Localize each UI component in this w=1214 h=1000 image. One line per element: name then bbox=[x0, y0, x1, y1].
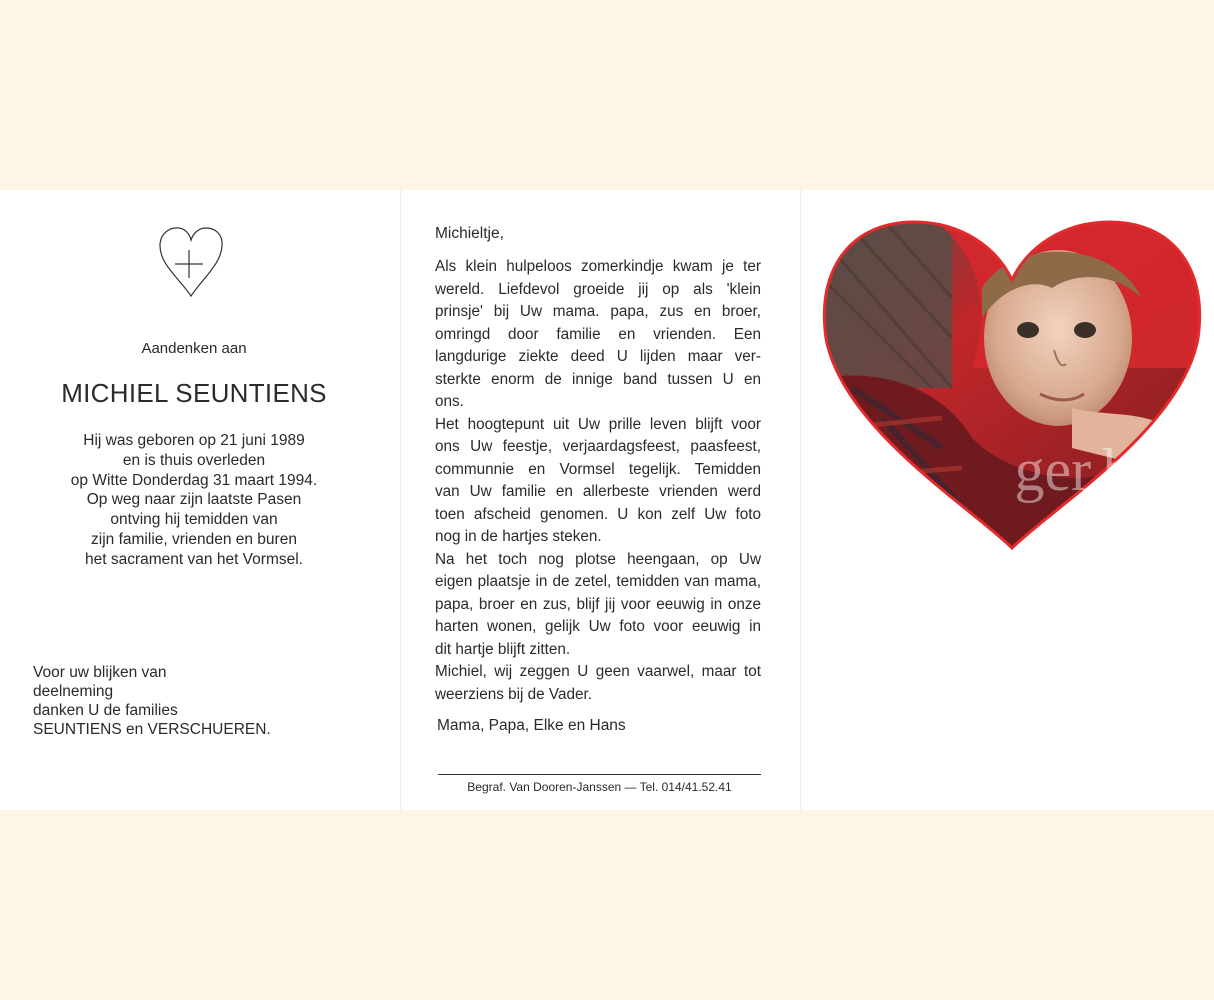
divider bbox=[438, 774, 761, 775]
heart-with-cross-icon bbox=[157, 226, 225, 298]
thanks-line: danken U de families bbox=[33, 702, 178, 719]
letter-line: wereld. Liefdevol groeide jij op als 'klein bbox=[435, 280, 761, 298]
letter-line: ons. bbox=[435, 393, 464, 410]
letter-line: eigen plaatsje in de zetel, temidden van mama, bbox=[435, 573, 761, 590]
letter-line: langdurige ziekte deed U lijden maar ver- bbox=[435, 348, 761, 365]
middle-panel bbox=[400, 190, 800, 810]
right-panel bbox=[800, 190, 1214, 810]
bio-line: Hij was geboren op 21 juni 1989 bbox=[83, 432, 305, 449]
letter-line: Na het toch nog plotse heengaan, op Uw bbox=[435, 550, 761, 568]
letter-line: prinsje' bij Uw mama. papa, zus en broer, bbox=[435, 303, 761, 320]
deceased-name: MICHIEL SEUNTIENS bbox=[61, 378, 327, 408]
letter-line: toen afscheid genomen. U kon zelf Uw foto bbox=[435, 505, 761, 523]
salutation: Michieltje, bbox=[435, 225, 504, 242]
letter-line: papa, broer en zus, blijf jij voor eeuwig in onze bbox=[435, 595, 761, 613]
letter-line: Het hoogtepunt uit Uw prille leven blijft voor bbox=[435, 415, 761, 433]
letter-line: van Uw familie en allerbeste vrienden werd bbox=[435, 483, 761, 500]
bio-line: het sacrament van het Vormsel. bbox=[85, 550, 303, 568]
letter-line: sterkte enorm de innige band tussen U en bbox=[435, 370, 761, 388]
memorial-card bbox=[0, 190, 1214, 810]
letter-line: Als klein hulpeloos zomerkindje kwam je ter bbox=[435, 258, 761, 275]
bio-line: zijn familie, vrienden en buren bbox=[91, 530, 297, 548]
letter-line: weerziens bij de Vader. bbox=[435, 685, 593, 703]
in-memory-of: Aandenken aan bbox=[141, 340, 247, 357]
biography bbox=[0, 431, 388, 570]
signoff: Mama, Papa, Elke en Hans bbox=[437, 717, 626, 734]
bio-line: Op weg naar zijn laatste Pasen bbox=[86, 491, 302, 509]
letter-line: ons Uw feestje, verjaardagsfeest, paasfeest, bbox=[435, 438, 761, 455]
bio-line: ontving hij temidden van bbox=[110, 511, 278, 529]
thanks-line: Voor uw blijken van bbox=[33, 664, 167, 681]
letter-text bbox=[435, 256, 761, 706]
left-panel bbox=[0, 190, 400, 810]
letter-line: Michiel, wij zeggen U geen vaarwel, maar tot bbox=[435, 663, 761, 680]
printer-credit: Begraf. Van Dooren-Janssen — Tel. 014/41.52.41 bbox=[467, 780, 732, 794]
thanks-line: deelneming bbox=[33, 683, 114, 700]
thanks-note bbox=[33, 663, 271, 739]
letter-line: omringd door familie en vrienden. Een bbox=[435, 325, 761, 343]
letter-line: harten wonen, gelijk Uw foto voor eeuwig in bbox=[435, 618, 761, 635]
heart-photo-icon bbox=[822, 218, 1202, 554]
bio-line: op Witte Donderdag 31 maart 1994. bbox=[70, 471, 318, 489]
thanks-line: SEUNTIENS en VERSCHUEREN. bbox=[33, 721, 271, 738]
letter-line: nog in de hartjes steken. bbox=[435, 528, 602, 545]
letter-line: communnie en Vormsel tegelijk. Temidden bbox=[435, 460, 761, 478]
watermark: ger.be bbox=[1014, 437, 1160, 503]
bio-line: en is thuis overleden bbox=[122, 451, 266, 469]
letter-line: dit hartje blijft zitten. bbox=[435, 640, 571, 658]
